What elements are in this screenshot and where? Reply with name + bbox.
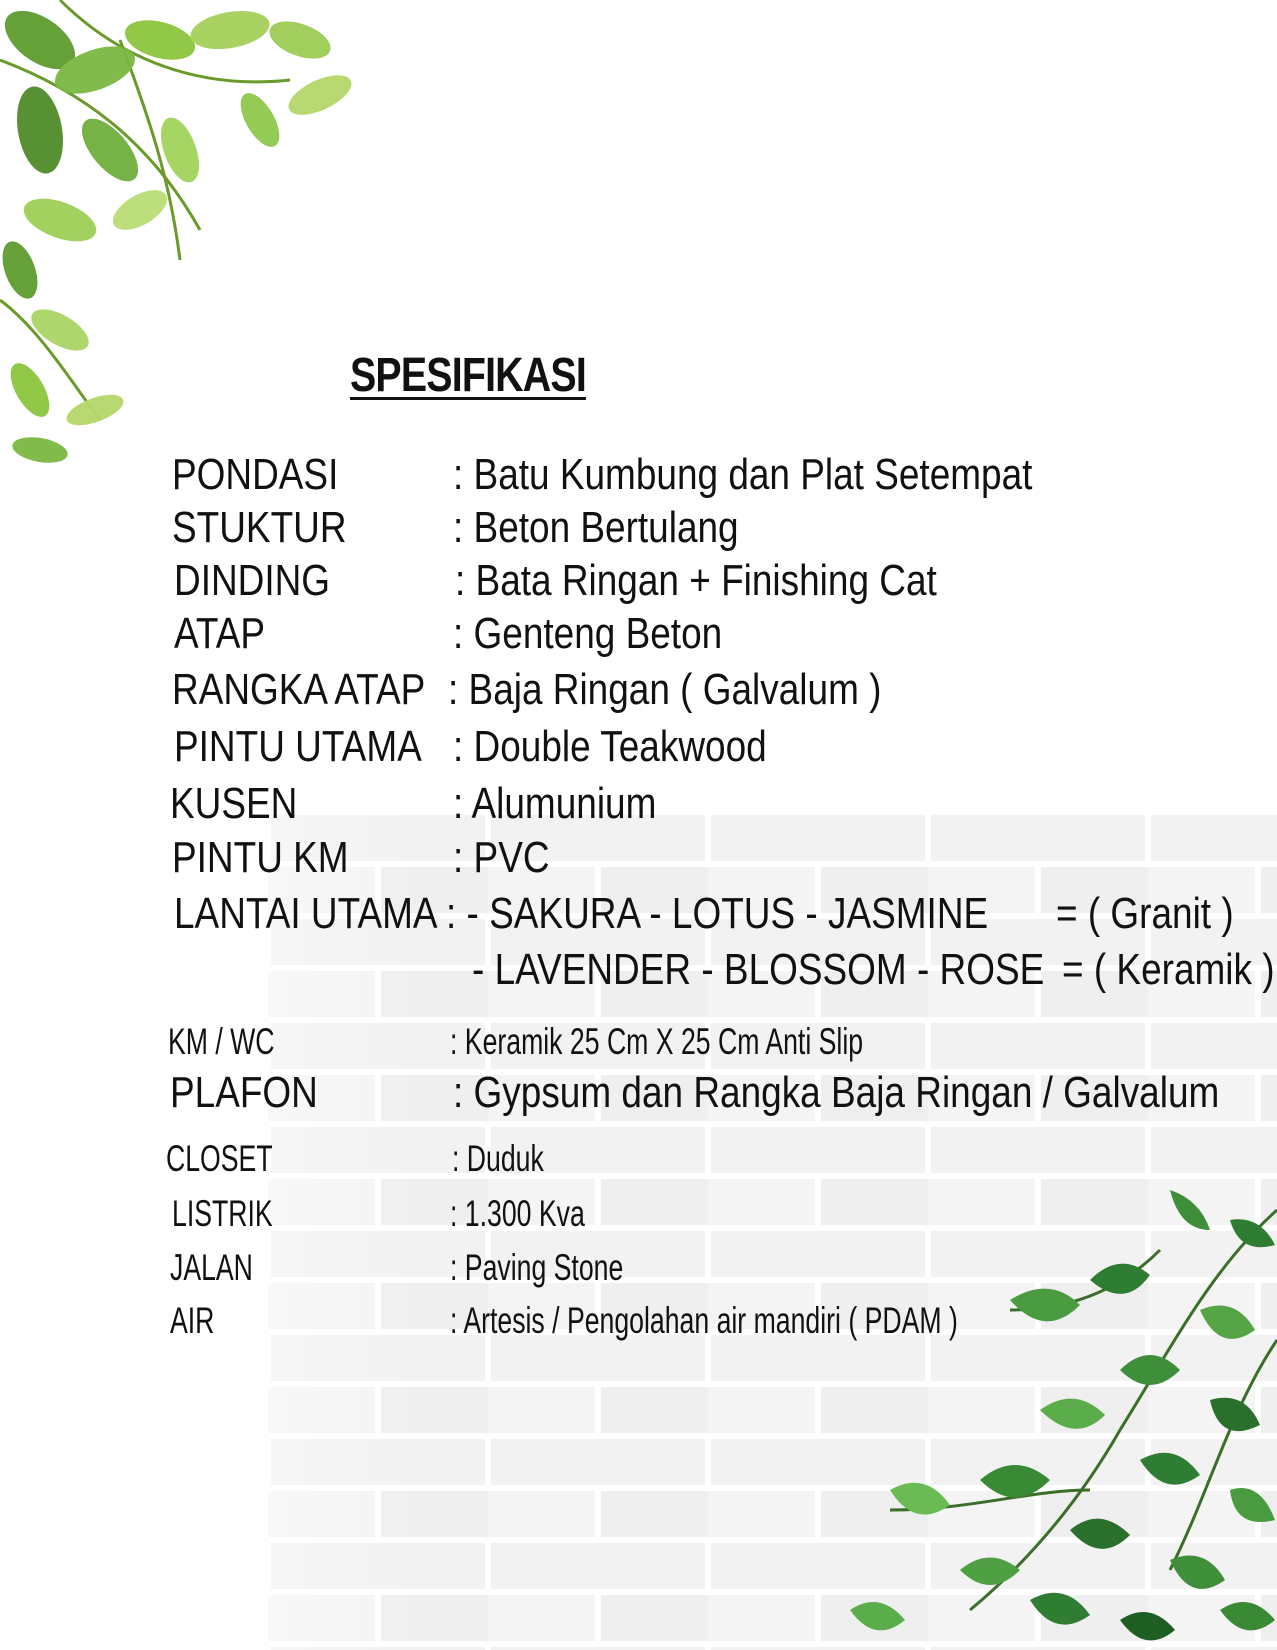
spec-value: : Keramik 25 Cm X 25 Cm Anti Slip	[450, 1021, 864, 1062]
spec-value: : Double Teakwood	[453, 722, 767, 771]
page-title: SPESIFIKASI	[350, 349, 586, 402]
spec-label: RANGKA ATAP	[172, 665, 426, 714]
spec-label: PINTU KM	[172, 833, 349, 882]
spec-value: : Baja Ringan ( Galvalum )	[448, 665, 882, 714]
spec-value: : Gypsum dan Rangka Baja Ringan / Galvalum	[453, 1068, 1220, 1117]
spec-value: : Bata Ringan + Finishing Cat	[455, 556, 937, 605]
spec-material: = ( Granit )	[1056, 889, 1234, 938]
spec-label: LISTRIK	[172, 1193, 273, 1234]
spec-value: : Batu Kumbung dan Plat Setempat	[453, 450, 1033, 499]
spec-label: LANTAI UTAMA	[174, 889, 438, 938]
spec-label: JALAN	[170, 1247, 253, 1288]
spec-label: PONDASI	[172, 450, 339, 499]
spec-value: : Alumunium	[453, 779, 657, 828]
spec-value: : - SAKURA - LOTUS - JASMINE	[446, 889, 989, 938]
spec-label: AIR	[170, 1300, 215, 1341]
spec-label: PLAFON	[170, 1068, 318, 1117]
spec-label: STUKTUR	[172, 503, 347, 552]
spec-value: : Paving Stone	[450, 1247, 624, 1288]
spec-value: : Duduk	[452, 1138, 544, 1179]
spec-value: : PVC	[453, 833, 550, 882]
spec-label: CLOSET	[166, 1138, 273, 1179]
spec-label: DINDING	[174, 556, 331, 605]
spec-value: : Beton Bertulang	[453, 503, 739, 552]
leaves-decoration-top-left	[0, 0, 400, 490]
spec-value: : 1.300 Kva	[450, 1193, 585, 1234]
spec-value: - LAVENDER - BLOSSOM - ROSE	[472, 945, 1045, 994]
spec-label: KM / WC	[168, 1021, 275, 1062]
spec-label: PINTU UTAMA	[174, 722, 422, 771]
spec-material: = ( Keramik )	[1062, 945, 1275, 994]
spec-value: : Artesis / Pengolahan air mandiri ( PDAM )	[450, 1300, 958, 1341]
spec-label: KUSEN	[170, 779, 298, 828]
spec-label: ATAP	[174, 609, 266, 658]
ivy-decoration-bottom-right	[790, 1190, 1277, 1650]
spec-value: : Genteng Beton	[453, 609, 723, 658]
